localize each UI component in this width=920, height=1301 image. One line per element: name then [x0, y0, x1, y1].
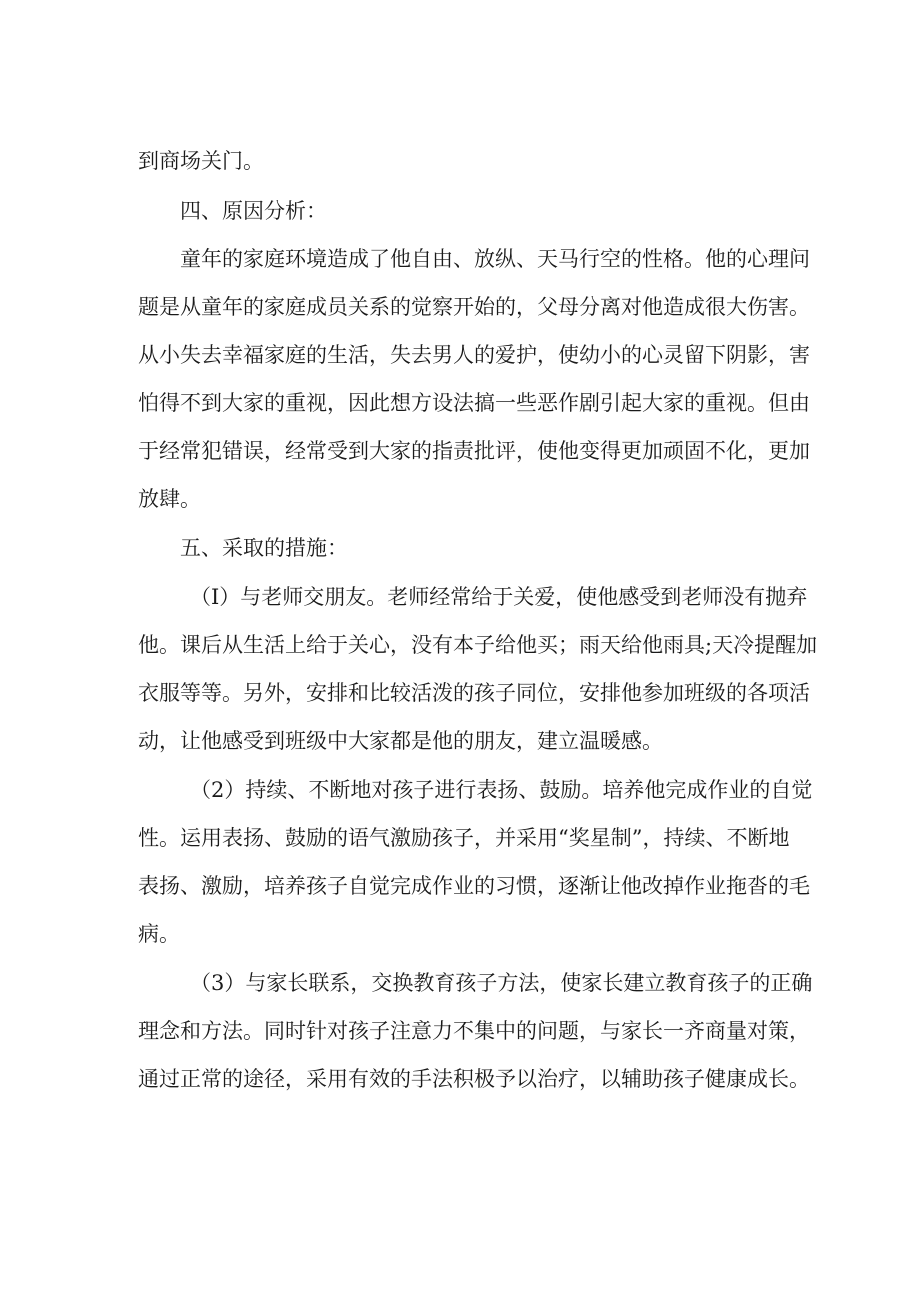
- measure-item-3-line: 理念和方法。同时针对孩子注意力不集中的问题，与家长一齐商量对策，: [138, 1019, 810, 1043]
- measure-item-2-line: 表扬、激励，培养孩子自觉完成作业的习惯，逐渐让他改掉作业拖沓的毛: [138, 874, 810, 898]
- paragraph-line: 童年的家庭环境造成了他自由、放纵、天马行空的性格。他的心理问: [180, 247, 810, 271]
- paragraph-line: 放肆。: [138, 487, 201, 511]
- measure-item-2-line: 性。运用表扬、鼓励的语气激励孩子，并采用“奖星制”，持续、不断地: [138, 826, 790, 850]
- measure-item-1-line: 他。课后从生活上给于关心，没有本子给他买；雨天给他雨具;天冷提醒加: [138, 633, 818, 657]
- measure-item-1-line: 动，让他感受到班级中大家都是他的朋友，建立温暖感。: [138, 729, 663, 753]
- paragraph-line: 从小失去幸福家庭的生活，失去男人的爱护，使幼小的心灵留下阴影，害: [138, 343, 810, 367]
- measure-item-2-line: （2）持续、不断地对孩子进行表扬、鼓励。培养他完成作业的自觉: [190, 778, 813, 802]
- section-heading-measures: 五、采取的措施：: [180, 536, 348, 560]
- paragraph-line: 怕得不到大家的重视，因此想方设法搞一些恶作剧引起大家的重视。但由: [138, 391, 810, 415]
- measure-item-3-line: 通过正常的途径，采用有效的手法积极予以治疗，以辅助孩子健康成长。: [138, 1067, 810, 1091]
- measure-item-1-line: （I）与老师交朋友。老师经常给于关爱，使他感受到老师没有抛弃: [190, 585, 808, 609]
- paragraph-line: 于经常犯错误，经常受到大家的指责批评，使他变得更加顽固不化，更加: [138, 439, 810, 463]
- measure-item-2-line: 病。: [138, 922, 180, 946]
- measure-item-1-line: 衣服等等。另外，安排和比较活泼的孩子同位，安排他参加班级的各项活: [138, 681, 810, 705]
- paragraph-line: 题是从童年的家庭成员关系的觉察开始的，父母分离对他造成很大伤害。: [138, 295, 810, 319]
- section-heading-cause-analysis: 四、原因分析：: [180, 199, 327, 223]
- measure-item-3-line: （3）与家长联系，交换教育孩子方法，使家长建立教育孩子的正确: [190, 971, 813, 995]
- continuation-line: 到商场关门。: [138, 149, 264, 173]
